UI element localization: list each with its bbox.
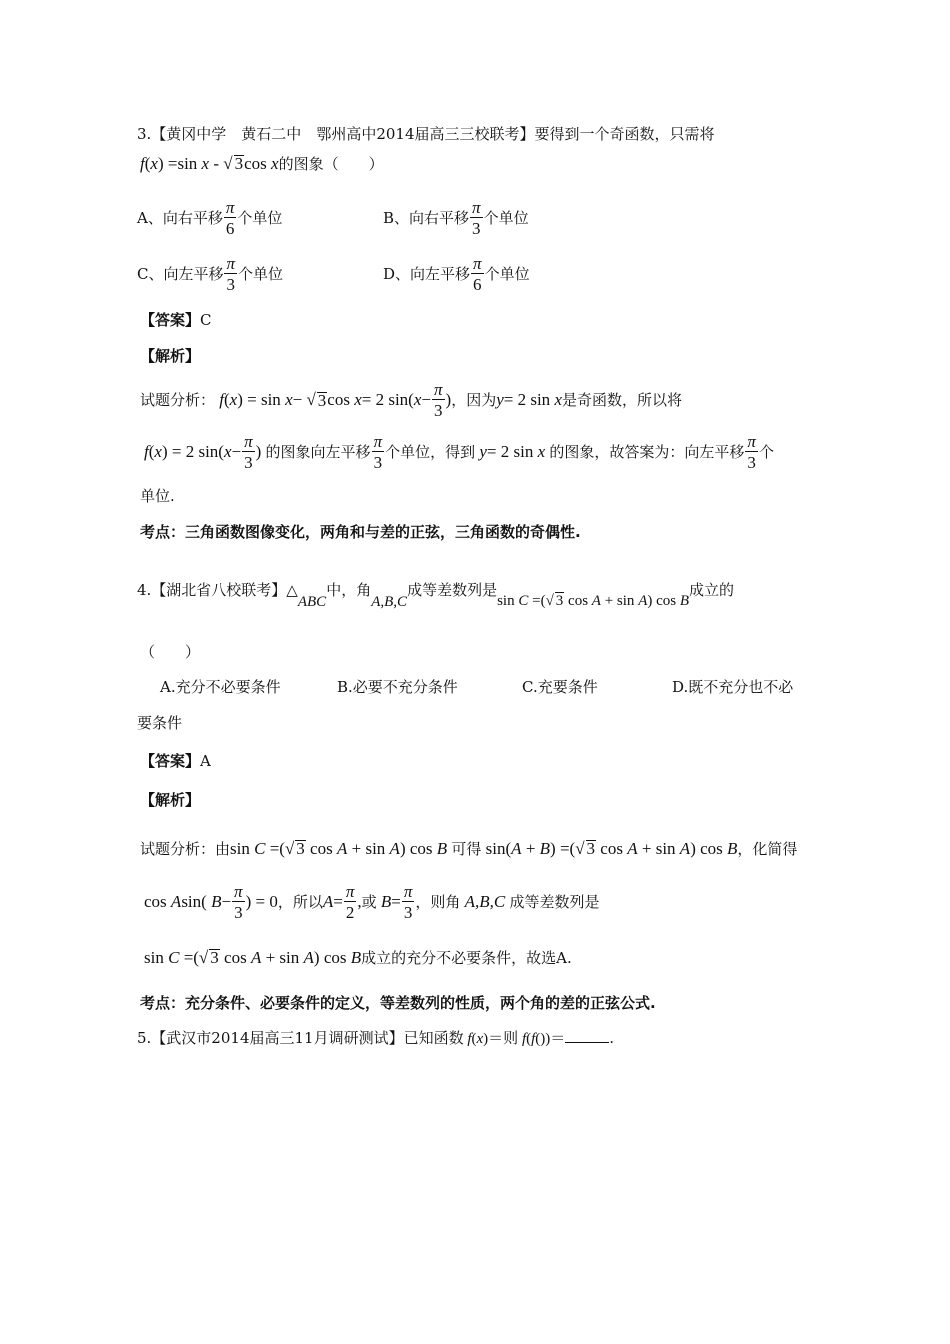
analysis-text: 成立的充分不必要条件，故选 — [361, 949, 557, 967]
fraction: $\frac{\pi}{3}$ — [472, 198, 481, 238]
q3-answer — [140, 310, 212, 330]
q3-option-a — [137, 198, 282, 238]
q4-answer — [140, 751, 211, 771]
analysis-text: 的图象，故答案为：向左平移 — [549, 443, 745, 461]
analysis-text: ，则角 — [415, 893, 461, 911]
analysis-choice: A. — [556, 949, 572, 967]
question-text: ＝则 — [488, 1029, 519, 1047]
question-text: 4.【湖北省八校联考】△ — [137, 581, 298, 599]
q5-text: 5.【武汉市2014届高三11月调研测试】已知函数 f(x)＝则 f(f())＝ . — [137, 1029, 615, 1047]
analysis-text: 可得 — [451, 840, 482, 858]
q3-analysis-label: 【解析】 — [140, 347, 201, 365]
analysis-text: 是奇函数，所以将 — [561, 391, 682, 409]
answer-label: 【答案】 — [140, 752, 201, 770]
q4-analysis-line3: sin C =(√ 3 cos A + sin A) cos B成立的充分不必要条件，故选A. — [144, 948, 572, 967]
q3-analysis-line2: f ( x ) = 2 sin( x − $\frac{\pi}{3}$ ) 的图象向左平移 $\frac{\pi}{3}$ 个单位，得到 y = 2 sin x 的图象，故答案为：向左平移 $\frac{\pi}{3}$ 个 — [144, 432, 774, 472]
fraction: $\frac{\pi}{6}$ — [473, 254, 482, 294]
q4-kaodian: 考点：充分条件、必要条件的定义，等差数列的性质，两个角的差的正弦公式. — [140, 994, 656, 1012]
q3-analysis-line1: 试题分析： f ( x ) = sin x − √ 3 cos x = 2 sin( x − $\frac{\pi}{3}$ ) ，因为 y = 2 sin x 是奇函数，所以将 — [140, 380, 682, 420]
option-label: A、向右平移 — [137, 209, 223, 227]
fraction: $\frac{\pi}{3}$ — [234, 882, 243, 922]
fraction: $\frac{\pi}{3}$ — [226, 254, 236, 294]
q4-option-d-continued: 要条件 — [137, 714, 183, 732]
option-unit: 个单位 — [484, 265, 530, 283]
option-label: C、向左平移 — [137, 265, 224, 283]
analysis-text: 个单位，得到 — [385, 443, 476, 461]
question-text: 5.【武汉市2014届高三11月调研测试】已知函数 — [137, 1029, 464, 1047]
q3-kaodian: 考点：三角函数图像变化，两角和与差的正弦，三角函数的奇偶性. — [140, 523, 581, 541]
analysis-text: 的图象向左平移 — [265, 443, 371, 461]
question-text: 中，角 — [326, 581, 372, 599]
q4-option-b: B.必要不充分条件 — [337, 678, 458, 696]
q3-stem-suffix: 的图象（ ） — [278, 155, 384, 173]
question-text: 成立的 — [689, 581, 735, 599]
q4-option-a: A.充分不必要条件 — [160, 678, 281, 696]
q3-header: 3.【黄冈中学 黄石二中 鄂州高中2014届高三三校联考】要得到一个奇函数，只需将 — [137, 125, 715, 143]
q4-stem-paren: （ ） — [140, 643, 201, 661]
option-label: B、向右平移 — [383, 209, 470, 227]
option-unit: 个单位 — [238, 265, 284, 283]
q4-analysis-line2: cos A sin( B − $\frac{\pi}{3}$ ) = 0 ，所以 A = $\frac{\pi}{2}$ , 或 B = $\frac{\pi}{3}$ ，则角 A,B,C 成等差数列是 — [144, 882, 600, 922]
option-label: D、向左平移 — [383, 265, 471, 283]
option-unit: 个单位 — [237, 209, 283, 227]
answer-blank — [565, 1028, 609, 1043]
q3-stem: f(x) =sin x - √ 3cos x的图象（ ） — [140, 154, 384, 173]
fraction: $\frac{\pi}{3}$ — [433, 380, 443, 420]
fraction: $\frac{\pi}{3}$ — [747, 432, 756, 472]
q4-analysis-label: 【解析】 — [140, 791, 201, 809]
q3-option-c — [137, 254, 283, 294]
analysis-text: 试题分析：由 — [140, 840, 231, 858]
analysis-text: 或 — [361, 893, 377, 911]
analysis-text: ，化简得 — [737, 840, 798, 858]
q3-option-b — [383, 198, 529, 238]
analysis-text: 试题分析： — [140, 391, 216, 409]
fraction: $\frac{\pi}{3}$ — [244, 432, 253, 472]
q4-header: 4.【湖北省八校联考】△ ABC 中，角 A,B,C 成等差数列是 sin C =(√ 3 cos A + sin A) cos B 成立的 — [137, 581, 735, 610]
analysis-text: 成等差数列是 — [509, 893, 600, 911]
q3-option-d — [383, 254, 530, 294]
q3-analysis-line3: 单位. — [140, 487, 175, 505]
answer-value: A — [200, 752, 211, 770]
question-text: 成等差数列是 — [407, 581, 498, 599]
analysis-text: ，因为 — [451, 391, 497, 409]
analysis-text: 个 — [758, 443, 774, 461]
answer-value: C — [200, 311, 212, 329]
math-expression: sin C =(√ 3 cos A + sin A) cos B — [497, 593, 690, 609]
fraction: $\frac{\pi}{3}$ — [373, 432, 383, 472]
fraction: $\frac{\pi}{2}$ — [345, 882, 355, 922]
analysis-text: ，所以 — [277, 893, 323, 911]
q4-option-d: D.既不充分也不必 — [672, 678, 794, 696]
answer-label: 【答案】 — [140, 311, 201, 329]
option-unit: 个单位 — [483, 209, 529, 227]
q4-option-c: C.充要条件 — [522, 678, 598, 696]
fraction: $\frac{\pi}{3}$ — [403, 882, 413, 922]
q4-analysis-line1: 试题分析：由sin C =(√ 3 cos A + sin A) cos B 可得 sin(A + B) =(√ 3 cos A + sin A) cos B，化简得 — [140, 839, 798, 858]
fraction: $\frac{\pi}{6}$ — [225, 198, 235, 238]
question-text: . — [609, 1029, 615, 1047]
math-expression: f — [140, 154, 145, 173]
question-text: ＝ — [550, 1029, 566, 1047]
